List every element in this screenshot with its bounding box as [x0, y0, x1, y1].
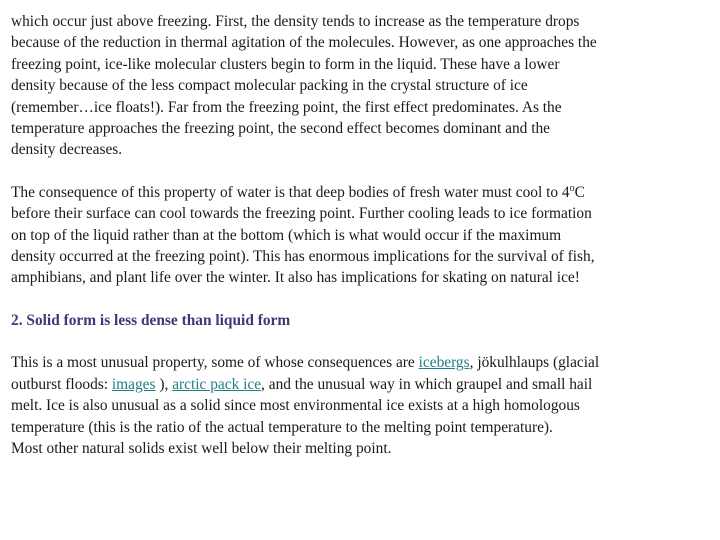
paragraph-3-part-4: , and the unusual way in which graupel and small hail melt. Ice is also unusual as a solid since most environmental ice exists at a high homologous temperature (this is the ratio of the actual temperature to the melting point temperature). Most other natural solids exist well below their melting point. [11, 375, 593, 457]
degree-superscript: o [569, 182, 575, 194]
paragraph-fresh-water-consequence [11, 182, 711, 289]
paragraph-3-part-3: ), [155, 375, 173, 393]
arctic-pack-ice-link[interactable]: arctic pack ice [172, 375, 262, 393]
paragraph-2-text-after: C before their surface can cool towards the freezing point. Further cooling leads to ice formation on top of the liquid rather than at the bottom (which is what would occur if the maximum density occurred at the freezing point). This has enormous implications for the survival of fish, amphibians, and plant life over the winter. It also has implications for skating on natural ice! [11, 183, 595, 287]
icebergs-link[interactable]: icebergs [418, 354, 470, 372]
paragraph-density-explanation: which occur just above freezing. First, the density tends to increase as the temperature drops because of the reduction in thermal agitation of the molecules. However, as one approaches the freezing point, ice-like molecular clusters begin to form in the liquid. These have a lower density because of the less compact molecular packing in the crystal structure of ice (remember…ice floats!). Far from the freezing point, the first effect predominates. As the temperature approaches the freezing point, the second effect becomes dominant and the density decreases. [11, 13, 597, 159]
images-link[interactable]: images [111, 375, 156, 393]
paragraph-3-part-2: , jökulhlaups (glacial outburst floods: [11, 354, 600, 393]
paragraph-2-text-before: The consequence of this property of water is that deep bodies of fresh water must cool to 4 [11, 183, 570, 201]
paragraph-unusual-property [11, 352, 711, 459]
document-page [11, 11, 711, 459]
paragraph-3-part-1: This is a most unusual property, some of whose consequences are [11, 354, 419, 372]
section-heading: 2. Solid form is less dense than liquid form [11, 311, 291, 329]
